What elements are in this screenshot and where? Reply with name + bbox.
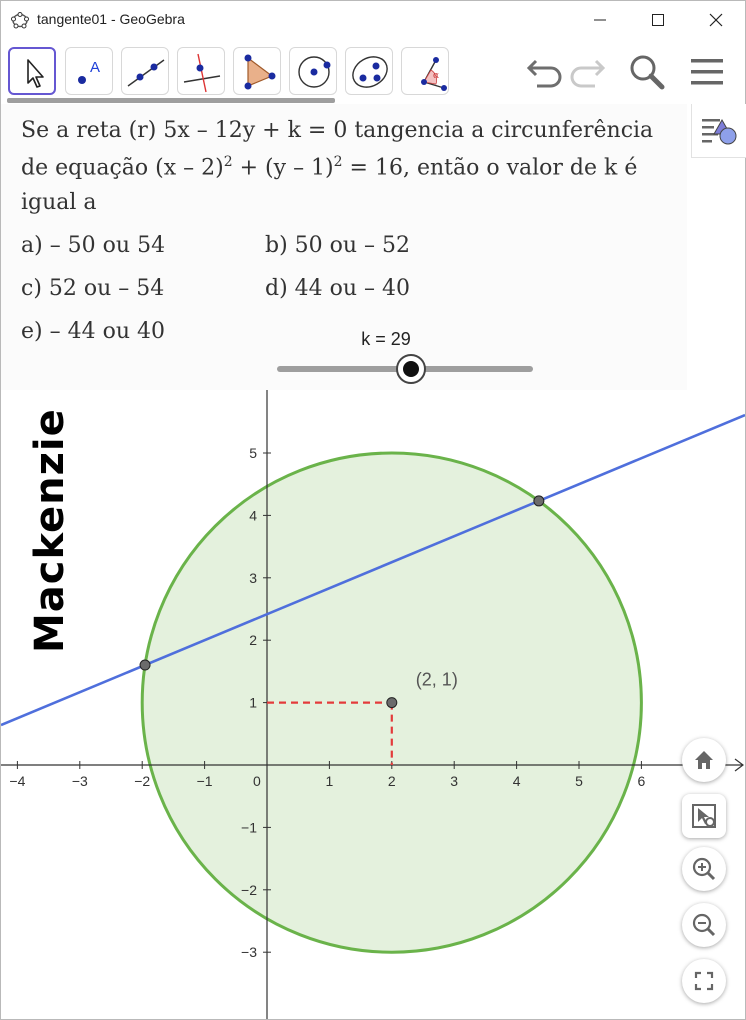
zoom-out-icon	[682, 903, 726, 947]
toolbar	[1, 39, 745, 103]
maximize-button[interactable]	[629, 1, 687, 39]
option-e: e) – 44 ou 40	[21, 319, 165, 344]
cursor-arrow-icon	[10, 49, 58, 97]
window-title: tangente01 - GeoGebra	[37, 11, 185, 27]
svg-text:A: A	[90, 59, 101, 76]
slider-k-handle[interactable]	[396, 354, 426, 384]
circle-icon	[290, 48, 338, 96]
slider-k-label: k = 29	[361, 329, 411, 349]
minimize-button[interactable]	[571, 1, 629, 39]
x-tick-label: 0	[253, 773, 261, 789]
toolbar-scroll-indicator	[7, 98, 335, 103]
redo-icon	[569, 51, 611, 93]
handwritten-label: Mackenzie	[27, 408, 73, 653]
fullscreen-button[interactable]	[682, 959, 726, 1003]
graphics-view[interactable]	[1, 390, 745, 1019]
option-c: c) 52 ou – 54	[21, 276, 165, 301]
line-tool-button[interactable]	[121, 47, 169, 95]
redo-button[interactable]	[569, 51, 611, 93]
minimize-icon	[593, 13, 607, 27]
polygon-icon	[234, 48, 282, 96]
zoom-in-button[interactable]	[682, 847, 726, 891]
x-tick-label: 5	[575, 773, 583, 789]
point-tool-button[interactable]	[65, 47, 113, 95]
option-a: a) – 50 ou 54	[21, 233, 166, 258]
y-tick-label: −1	[241, 819, 257, 836]
angle-icon	[402, 48, 450, 96]
x-tick-label: −4	[9, 773, 26, 789]
x-tick-label: 3	[450, 773, 459, 789]
x-tick-label: −2	[134, 773, 151, 789]
close-button[interactable]	[687, 1, 745, 39]
y-tick-label: 5	[249, 445, 257, 461]
problem-line-1: Se a reta (r) 5x – 12y + k = 0 tangencia a circunferência	[21, 118, 654, 143]
home-view-button[interactable]	[682, 738, 726, 782]
y-tick-label: −3	[241, 944, 257, 961]
x-tick-label: 4	[512, 773, 521, 789]
graphics-style-button[interactable]	[682, 794, 726, 838]
geogebra-logo-icon	[11, 11, 29, 29]
undo-button[interactable]	[521, 51, 563, 93]
perpendicular-line-icon	[178, 48, 226, 96]
perpendicular-line-tool-button[interactable]	[177, 47, 225, 95]
search-button[interactable]	[625, 51, 667, 93]
line-icon	[122, 48, 170, 96]
move-tool-button[interactable]	[8, 47, 56, 95]
center-point-label: (2, 1)	[415, 669, 458, 690]
polygon-tool-button[interactable]	[233, 47, 281, 95]
y-tick-label: 2	[249, 632, 257, 649]
x-tick-label: 2	[387, 773, 396, 789]
x-tick-label: −3	[71, 773, 88, 789]
search-icon	[625, 51, 667, 93]
title-bar	[1, 1, 745, 39]
intersection-point-right[interactable]	[534, 496, 544, 506]
y-tick-label: 3	[249, 569, 257, 586]
option-d: d) 44 ou – 40	[265, 276, 411, 301]
algebra-view-toggle[interactable]	[691, 104, 746, 158]
maximize-icon	[651, 13, 665, 27]
zoom-out-button[interactable]	[682, 903, 726, 947]
undo-icon	[521, 51, 563, 93]
zoom-in-icon	[682, 847, 726, 891]
y-tick-label: 1	[249, 694, 257, 711]
home-icon	[682, 738, 726, 782]
problem-line-3: igual a	[21, 190, 97, 215]
style-bar-icon	[682, 794, 726, 838]
circle-center-tool-button[interactable]	[289, 47, 337, 95]
y-tick-label: −2	[241, 881, 257, 898]
hamburger-menu-icon	[687, 51, 729, 93]
svg-text:α: α	[433, 71, 440, 81]
close-icon	[709, 13, 723, 27]
conic-tool-button[interactable]	[345, 47, 393, 95]
y-tick-label: 4	[249, 507, 257, 524]
algebra-view-icon	[692, 104, 746, 158]
x-tick-label: 1	[325, 773, 334, 789]
center-point[interactable]	[387, 698, 397, 708]
main-menu-button[interactable]	[687, 51, 729, 93]
x-tick-label: −1	[196, 773, 213, 789]
angle-tool-button[interactable]	[401, 47, 449, 95]
intersection-point-left[interactable]	[140, 660, 150, 670]
option-b: b) 50 ou – 52	[265, 233, 411, 258]
fullscreen-icon	[682, 959, 726, 1003]
ellipse-icon	[346, 48, 394, 96]
point-icon	[66, 48, 114, 96]
problem-line-2: de equação (x – 2)$^2$ + (y – 1)$^2$ = 16, então o valor de k é	[21, 154, 638, 181]
x-tick-label: 6	[637, 773, 646, 789]
